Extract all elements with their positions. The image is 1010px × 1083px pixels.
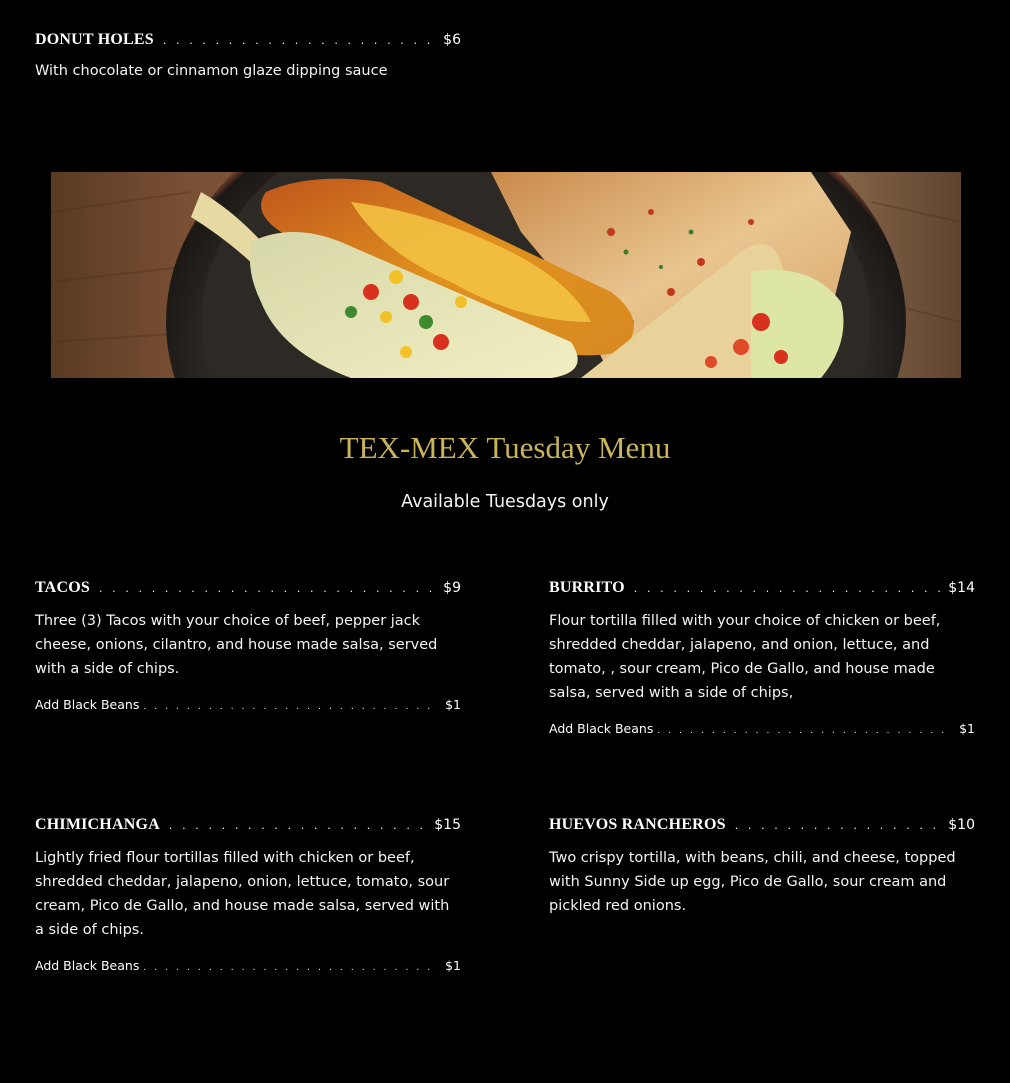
item-header [35, 31, 461, 49]
item-price: $9 [443, 580, 461, 596]
item-name: DONUT HOLES [35, 31, 154, 48]
item-header [549, 816, 975, 834]
addon-price: $1 [445, 697, 461, 712]
item-description: Lightly fried flour tortillas filled with chicken or beef, shredded cheddar, jalapeno, onion, lettuce, tomato, sour cream, Pico de Gallo, and house made salsa, served with a side of chips. [35, 850, 450, 938]
addon-price: $1 [445, 958, 461, 973]
hero-food-image [51, 172, 961, 378]
section-title: TEX-MEX Tuesday Menu [339, 430, 671, 465]
addon-label: Add Black Beans [35, 958, 140, 973]
item-header [35, 579, 461, 597]
menu-item-chimichanga [35, 816, 461, 973]
item-header [549, 579, 975, 597]
dot-leader [169, 820, 430, 831]
item-name: HUEVOS RANCHEROS [549, 816, 726, 833]
item-name: CHIMICHANGA [35, 816, 160, 833]
dot-leader [143, 703, 437, 712]
item-description: Two crispy tortilla, with beans, chili, and cheese, topped with Sunny Side up egg, Pico de Gallo, sour cream and pickled red onions. [549, 850, 956, 914]
dot-leader [99, 583, 439, 594]
menu-item-burrito [549, 579, 975, 736]
item-description: With chocolate or cinnamon glaze dipping sauce [35, 63, 388, 79]
item-description: Three (3) Tacos with your choice of beef, pepper jack cheese, onions, cilantro, and house made salsa, served with a side of chips. [35, 613, 438, 677]
item-price: $14 [948, 580, 975, 596]
item-price: $15 [434, 817, 461, 833]
item-price: $6 [443, 32, 461, 48]
dot-leader [163, 35, 439, 46]
addon-label: Add Black Beans [35, 697, 140, 712]
addon-row [549, 721, 975, 736]
dot-leader [657, 727, 951, 736]
dot-leader [735, 820, 945, 831]
item-name: BURRITO [549, 579, 625, 596]
item-price: $10 [948, 817, 975, 833]
menu-item-tacos [35, 579, 461, 712]
item-header [35, 816, 461, 834]
menu-item-donut-holes [35, 31, 461, 83]
item-description: Flour tortilla filled with your choice of chicken or beef, shredded cheddar, jalapeno, and onion, lettuce, and tomato, , sour cream, Pico de Gallo, and house made salsa, served with a side of chips, [549, 613, 941, 701]
dot-leader [143, 964, 437, 973]
dot-leader [634, 583, 944, 594]
addon-price: $1 [959, 721, 975, 736]
addon-row [35, 697, 461, 712]
item-name: TACOS [35, 579, 90, 596]
menu-item-huevos-rancheros [549, 816, 975, 918]
section-subtitle: Available Tuesdays only [401, 492, 609, 512]
addon-row [35, 958, 461, 973]
addon-label: Add Black Beans [549, 721, 654, 736]
